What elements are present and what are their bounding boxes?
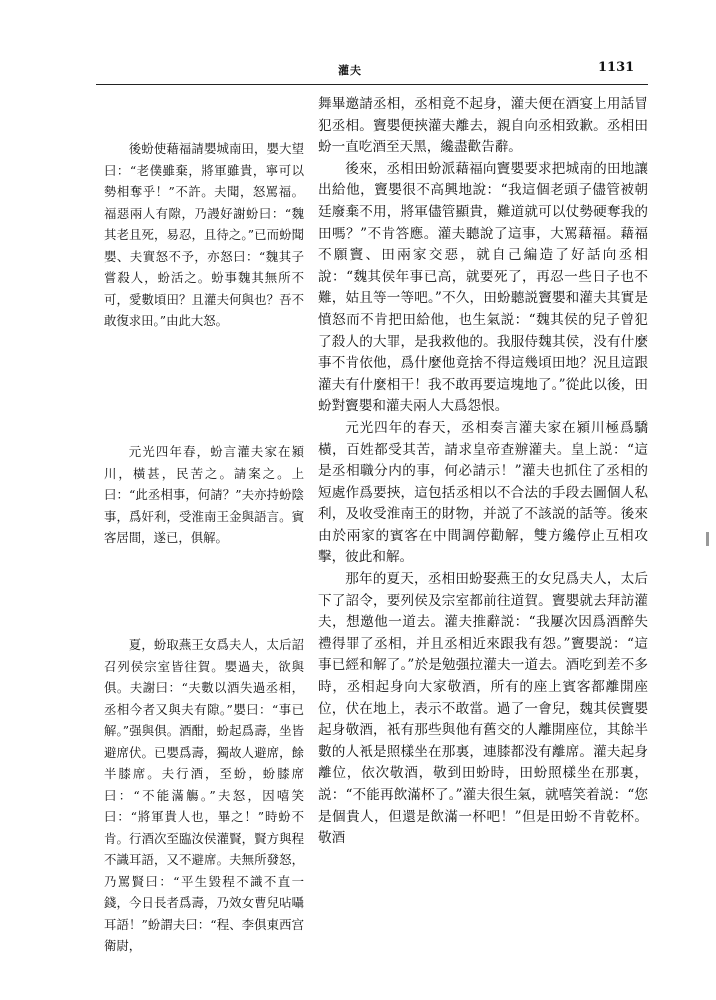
- translation-paragraph-2: 後來，丞相田蚡派藉福向竇嬰要求把城南的田地讓出給他，竇嬰很不高興地說：“我這個老頭子儘管被朝廷廢棄不用，將軍儘管顯貴，難道就可以仗勢硬奪我的田嗎？”不肯答應。灌夫聽說了這事，大罵藉福。藉福不願竇、田兩家交惡，就自己編造了好話向丞相說：“魏其侯年事已高，就要死了，再忍一些日子也不難，姑且等一等吧。”不久，田蚡聽説竇嬰和灌夫其實是憤怒而不肯把田給他，也生氣説：“魏其侯的兒子曾犯了殺人的大罪，是我救他的。我服侍魏其侯，没有什麼事不肯依他，爲什麼他竟捨不得這幾頃田地？況且這跟灌夫有什麼相干！我不敢再要這塊地了。”從此以後，田蚡對竇嬰和灌夫兩人大爲怨恨。: [318, 160, 648, 415]
- translation-paragraph-1: 舞畢邀請丞相，丞相竟不起身，灌夫便在酒宴上用話冒犯丞相。竇嬰便挾灌夫離去，親自向丞相致歉。丞相田蚡一直吃酒至天黑，纔盡歡告辭。: [318, 96, 648, 156]
- gutter-mark: [706, 532, 709, 546]
- modern-translation-column: [318, 94, 648, 850]
- translation-paragraph-3: 元光四年的春天，丞相奏言灌夫家在潁川極爲驕橫，百姓都受其苦，請求皇帝查辦灌夫。皇上説：“這是丞相職分内的事，何必請示！”灌夫也抓住了丞相的短處作爲要挾，這包括丞相以不合法的手段去圖個人私利，及收受淮南王的財物，并説了不該説的話等。後來由於兩家的賓客在中間調停勸解，雙方纔停止互相攻擊，彼此和解。: [318, 419, 648, 566]
- header-rule: [96, 84, 648, 85]
- running-title: 灌夫: [338, 64, 362, 77]
- classical-passage-3: 夏，蚡取燕王女爲夫人，太后詔召列侯宗室皆往賀。嬰過夫，欲與俱。夫謝曰：“夫數以酒失過丞相，丞相今者又與夫有隙。”嬰曰：“事已解。”强與俱。酒酣，蚡起爲壽，坐皆避席伏。已嬰爲壽，獨故人避席，餘半膝席。夫行酒，至蚡，蚡膝席曰：“不能滿觴。”夫怒，因嘻笑曰：“將軍貴人也，畢之！”時蚡不肯。行酒次至臨汝侯灌賢，賢方與程不識耳語，又不避席。夫無所發怒，乃罵賢曰：“平生毀程不識不直一錢，今日長者爲壽，乃效女曹兒呫囁耳語！”蚡謂夫曰：“程、李俱東西宫衛尉，: [104, 637, 304, 953]
- classical-passage-1: 後蚡使藉福請嬰城南田，嬰大望曰：“老僕雖棄，將軍雖貴，寧可以勢相奪乎！”不許。夫聞，怒罵福。福惡兩人有隙，乃謾好謝蚡曰：“魏其老且死，易忍，且待之。”已而蚡聞嬰、夫實怒不予，亦怒曰：“魏其子嘗殺人，蚡活之。蚡事魏其無所不可，愛數頃田？且灌夫何與也？吾不敢復求田。”由此大怒。: [104, 141, 304, 328]
- classical-passage-2: 元光四年春，蚡言灌夫家在潁川，橫甚，民苦之。請案之。上曰：“此丞相事，何請？”夫亦持蚡陰事，爲奸利，受淮南王金與語言。賓客居間，遂已，俱解。: [104, 444, 304, 545]
- page-number: 1131: [598, 60, 635, 75]
- page-header: [0, 62, 716, 82]
- translation-paragraph-4: 那年的夏天，丞相田蚡娶燕王的女兒爲夫人，太后下了詔令，要列侯及宗室都前往道賀。竇嬰就去拜訪灌夫，想邀他一道去。灌夫推辭説：“我屢次因爲酒醉失禮得罪了丞相，并且丞相近來跟我有怨。”竇嬰説：“這事已經和解了。”於是勉强拉灌夫一道去。酒吃到差不多時，丞相起身向大家敬酒，所有的座上賓客都離開座位，伏在地上，表示不敢當。過了一會兒，魏其侯竇嬰起身敬酒，衹有那些與他有舊交的人離開座位，其餘半數的人衹是照樣坐在那裏，連膝都没有離席。灌夫起身離位，依次敬酒，敬到田蚡時，田蚡照樣坐在那裏，説：“不能再飲滿杯了。”灌夫很生氣，就嘻笑着説：“您是個貴人，但還是飲滿一杯吧！”但是田蚡不肯乾杯。敬酒: [318, 571, 648, 847]
